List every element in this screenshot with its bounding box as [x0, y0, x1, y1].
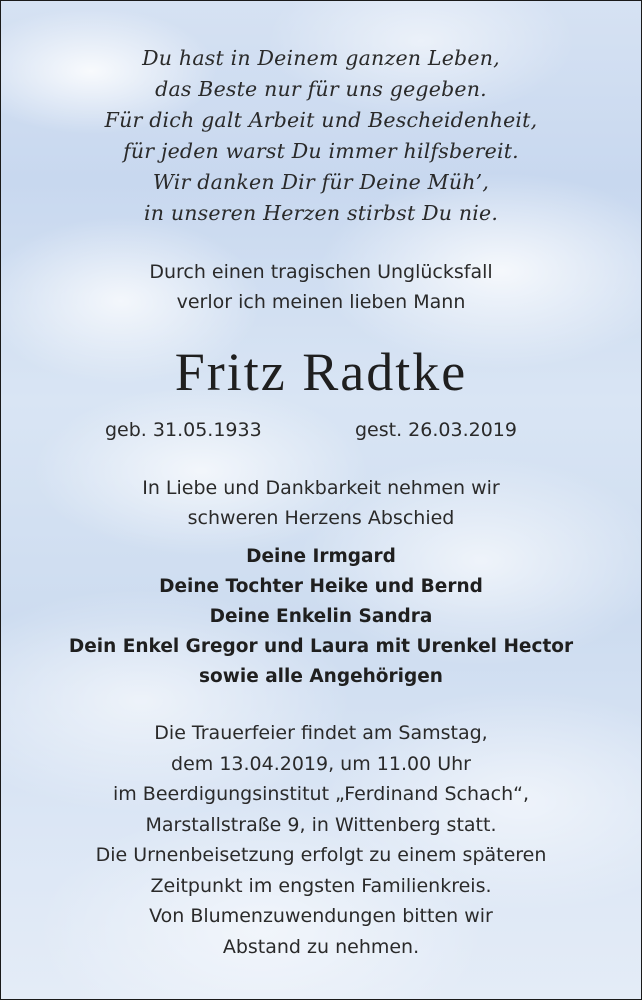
service-line: dem 13.04.2019, um 11.00 Uhr [171, 752, 471, 775]
mourner-line: Deine Tochter Heike und Bernd [159, 576, 483, 597]
poem-line: Wir danken Dir für Deine Müh’, [152, 170, 490, 194]
service-line: Die Urnenbeisetzung erfolgt zu einem späteren [95, 844, 547, 866]
intro-text [1, 257, 641, 317]
service-line: Von Blumenzuwendungen bitten wir [149, 905, 493, 927]
mourner-line: Dein Enkel Gregor und Laura mit Urenkel Hector [68, 636, 574, 657]
service-line: Marstallstraße 9, in Wittenberg statt. [145, 813, 497, 836]
mourner-line: Deine Irmgard [246, 546, 396, 567]
service-line: im Beerdigungsinstitut „Ferdinand Schach“, [112, 783, 530, 805]
death-date: gest. 26.03.2019 [355, 419, 517, 441]
poem-line: in unseren Herzen stirbst Du nie. [143, 201, 499, 225]
birth-date: geb. 31.05.1933 [105, 419, 262, 441]
intro-line: verlor ich meinen lieben Mann [176, 291, 466, 313]
service-line: Die Trauerfeier findet am Samstag, [154, 722, 488, 744]
memorial-poem [1, 43, 641, 229]
service-line: Abstand zu nehmen. [222, 935, 420, 958]
deceased-name: Fritz Radtke [174, 342, 468, 402]
service-details [1, 718, 641, 962]
intro-line: Durch einen tragischen Unglücksfall [149, 261, 493, 283]
mourner-line: Deine Enkelin Sandra [209, 606, 433, 627]
poem-line: für jeden warst Du immer hilfsbereit. [123, 139, 519, 163]
farewell-text [1, 473, 641, 533]
poem-line: Du hast in Deinem ganzen Leben, [142, 46, 500, 70]
poem-line: das Beste nur für uns gegeben. [155, 77, 487, 101]
farewell-line: In Liebe und Dankbarkeit nehmen wir [142, 477, 500, 499]
service-line: Zeitpunkt im engsten Familienkreis. [150, 874, 492, 897]
mourners-list [1, 542, 641, 692]
mourner-line: sowie alle Angehörigen [199, 666, 443, 687]
poem-line: Für dich galt Arbeit und Bescheidenheit, [104, 108, 538, 132]
farewell-line: schweren Herzens Abschied [187, 507, 455, 529]
